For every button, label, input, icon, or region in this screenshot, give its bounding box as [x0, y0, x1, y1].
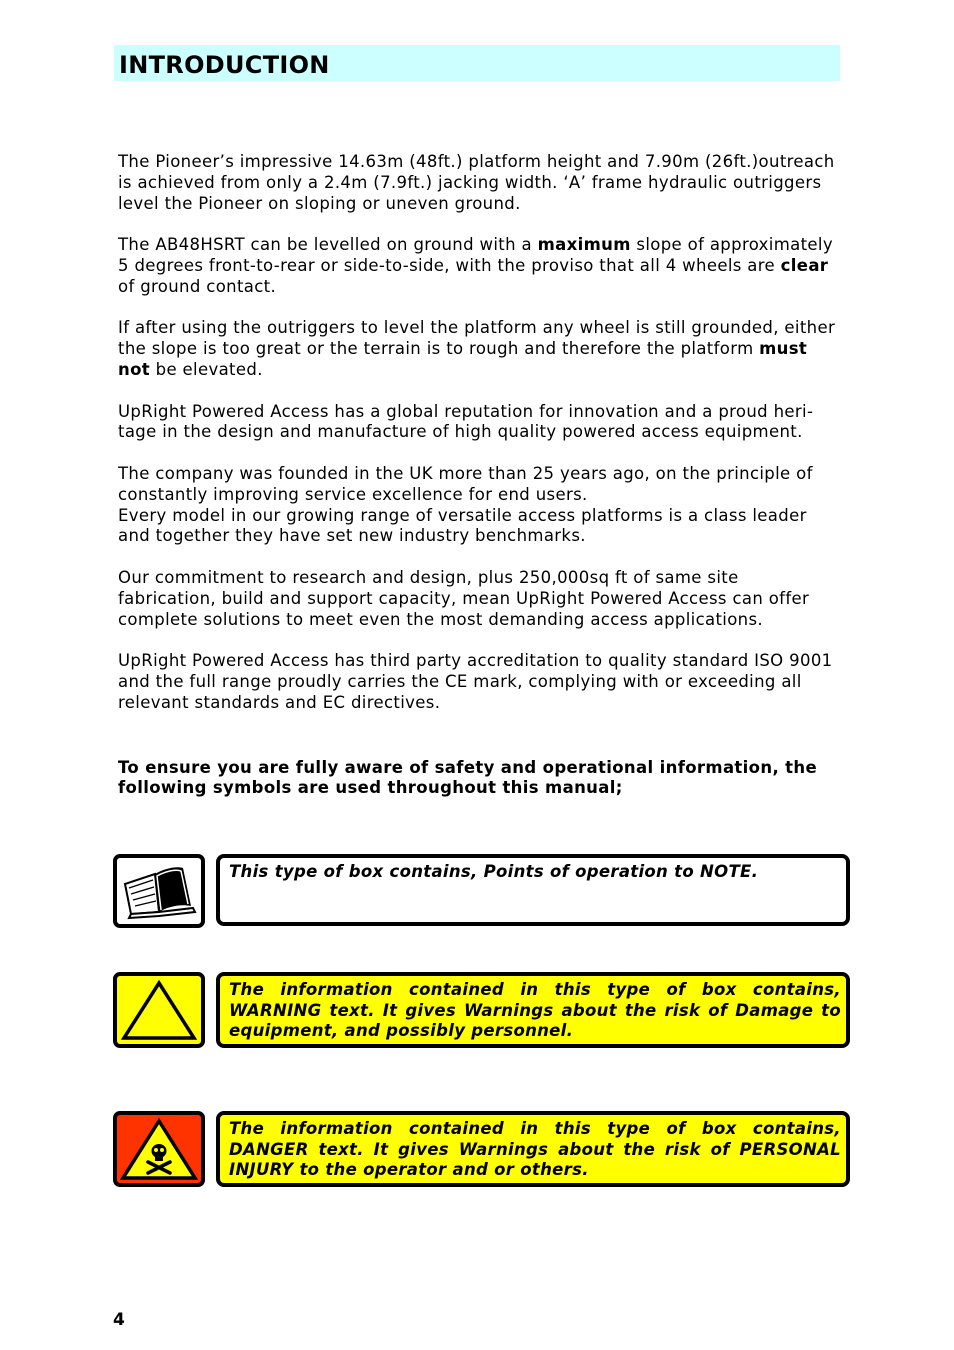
- section-heading: INTRODUCTION: [119, 51, 330, 79]
- danger-box: The information contained in this type of box contains, DANGER text. It gives Warnings about the risk of PERSONAL INJURY to the operator and or others.: [216, 1111, 850, 1187]
- paragraph: UpRight Powered Access has third party accreditation to quality standard ISO 9001 and the full range proudly carries the CE mark, complying with or exceeding all relevant standards and EC directives.: [118, 651, 833, 712]
- paragraph: UpRight Powered Access has a global reputation for innovation and a proud heri-tage in the design and manufacture of high quality powered access equipment.: [118, 401, 814, 442]
- paragraph: The company was founded in the UK more than 25 years ago, on the principle of constantly improving service excellence for end users. Every model in our growing range of versatile access platforms is a class leader and together they have set new industry benchmarks.: [118, 463, 813, 546]
- warning-triangle-icon: [113, 972, 205, 1048]
- warning-box: The information contained in this type of box contains, WARNING text. It gives Warnings about the risk of Damage to equipment, and possibly personnel.: [216, 972, 850, 1048]
- open-book-icon: [113, 854, 205, 928]
- note-box: This type of box contains, Points of operation to NOTE.: [216, 854, 850, 926]
- paragraph: The AB48HSRT can be levelled on ground with a maximum slope of approximately 5 degrees front-to-rear or side-to-side, with the proviso that all 4 wheels are clear of ground contact.: [118, 235, 833, 296]
- paragraph: If after using the outriggers to level the platform any wheel is still grounded, either the slope is too great or the terrain is to rough and therefore the platform must not be elevated.: [118, 318, 836, 379]
- page-number: 4: [113, 1310, 125, 1330]
- paragraph: The Pioneer’s impressive 14.63m (48ft.) platform height and 7.90m (26ft.)outreach is achieved from only a 2.4m (7.9ft.) jacking width. ‘A’ frame hydraulic outriggers level the Pioneer on sloping or uneven ground.: [118, 152, 835, 213]
- skull-crossbones-icon: [113, 1111, 205, 1187]
- paragraph: Our commitment to research and design, plus 250,000sq ft of same site fabrication, build and support capacity, mean UpRight Powered Access can offer complete solutions to meet even the most demanding access applications.: [118, 567, 810, 629]
- body-text: [118, 152, 840, 820]
- symbols-intro: To ensure you are fully aware of safety and operational information, the following symbols are used throughout this manual;: [118, 757, 818, 798]
- section-heading-bar: [114, 45, 840, 81]
